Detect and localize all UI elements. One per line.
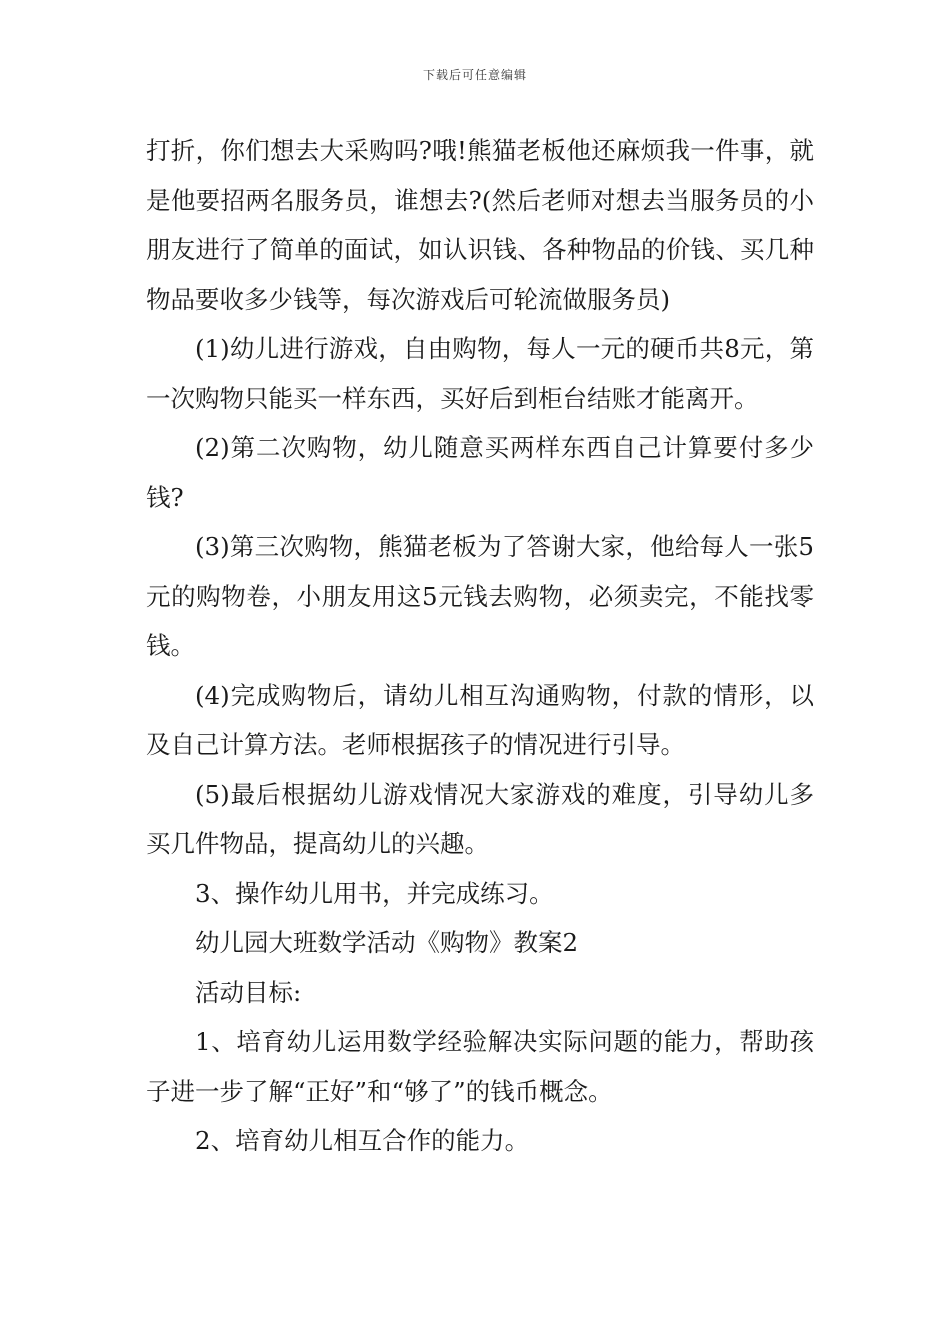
document-body bbox=[146, 126, 814, 1166]
paragraph-workbook: 3、操作幼儿用书，并完成练习。 bbox=[195, 878, 554, 908]
paragraph-step-4: (4)完成购物后，请幼儿相互沟通购物，付款的情形，以及自己计算方法。老师根据孩子的情况进行引导。 bbox=[146, 680, 814, 759]
paragraph-step-3: (3)第三次购物，熊猫老板为了答谢大家，他给每人一张5元的购物卷，小朋友用这5元钱去购物，必须卖完，不能找零钱。 bbox=[146, 532, 814, 660]
paragraph-shopping-intro: 打折，你们想去大采购吗?哦!熊猫老板他还麻烦我一件事，就是他要招两名服务员，谁想去?(然后老师对想去当服务员的小朋友进行了简单的面试，如认识钱、各种物品的价钱、买几种物品要收多少钱等，每次游戏后可轮流做服务员) bbox=[146, 136, 814, 314]
page-header: 下载后可任意编辑 bbox=[422, 68, 527, 82]
goal-item-1: 1、培育幼儿运用数学经验解决实际问题的能力，帮助孩子进一步了解“正好”和“够了”的钱币概念。 bbox=[146, 1027, 814, 1106]
lesson-title: 幼儿园大班数学活动《购物》教案2 bbox=[195, 928, 579, 957]
paragraph-step-2: (2)第二次购物，幼儿随意买两样东西自己计算要付多少钱? bbox=[146, 433, 814, 512]
goal-item-2: 2、培育幼儿相互合作的能力。 bbox=[195, 1126, 530, 1155]
section-heading-goals: 活动目标: bbox=[195, 977, 302, 1007]
paragraph-step-5: (5)最后根据幼儿游戏情况大家游戏的难度，引导幼儿多买几件物品，提高幼儿的兴趣。 bbox=[146, 779, 814, 858]
paragraph-step-1: (1)幼儿进行游戏，自由购物，每人一元的硬币共8元，第一次购物只能买一样东西，买好后到柜台结账才能离开。 bbox=[146, 334, 814, 413]
